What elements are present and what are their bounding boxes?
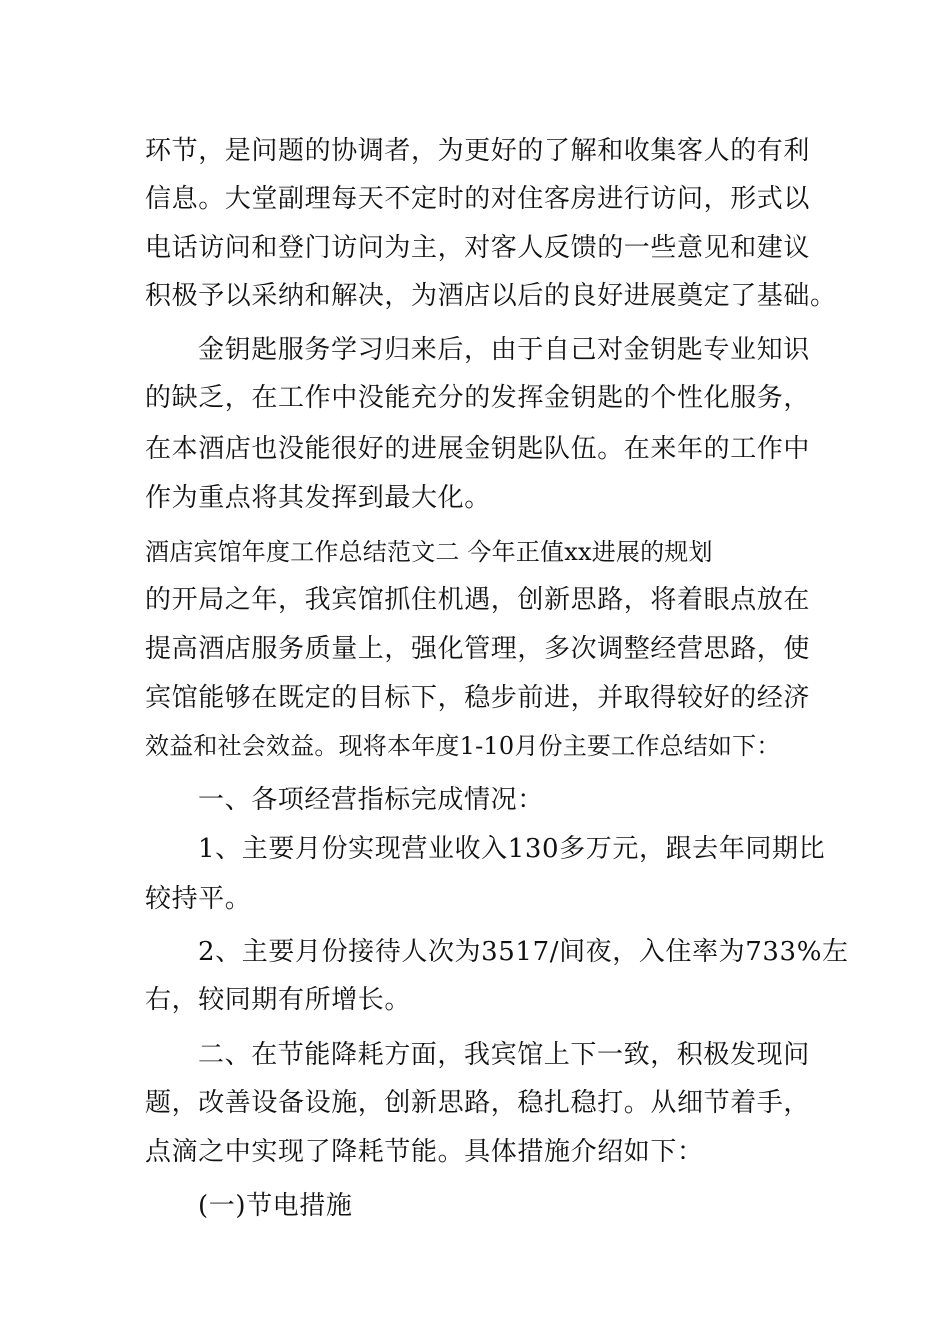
text-line-1: 环节，是问题的协调者，为更好的了解和收集客人的有利 <box>145 136 811 166</box>
list-heading-1: 一、各项经营指标完成情况： <box>198 785 544 815</box>
text-line-2: 信息。大堂副理每天不定时的对住客房进行访问，形式以 <box>145 184 811 214</box>
list-heading-2-line-3: 点滴之中实现了降耗节能。具体措施介绍如下： <box>145 1137 704 1167</box>
list-item-2-line-1: 2、主要月份接待人次为3517/间夜，入住率为733%左 <box>198 937 849 967</box>
text-line-7: 在本酒店也没能很好的进展金钥匙队伍。在来年的工作中 <box>145 434 811 464</box>
list-item-1-line-2: 较持平。 <box>145 884 252 914</box>
text-line-13: 效益和社会效益。现将本年度1-10月份主要工作总结如下： <box>145 732 781 760</box>
text-line-10: 的开局之年，我宾馆抓住机遇，创新思路，将着眼点放在 <box>145 585 811 615</box>
list-heading-2-line-1: 二、在节能降耗方面，我宾馆上下一致，积极发现问 <box>198 1040 810 1070</box>
text-line-3: 电话访问和登门访问为主，对客人反馈的一些意见和建议 <box>145 233 811 263</box>
text-line-12: 宾馆能够在既定的目标下，稳步前进，并取得较好的经济 <box>145 683 811 713</box>
section-title-line: 酒店宾馆年度工作总结范文二 今年正值xx进展的规划 <box>145 538 713 566</box>
paragraph-indent-line-1: 金钥匙服务学习归来后，由于自己对金钥匙专业知识 <box>198 335 810 365</box>
list-item-1-line-1: 1、主要月份实现营业收入130多万元，跟去年同期比 <box>198 834 826 864</box>
text-line-4: 积极予以采纳和解决，为酒店以后的良好进展奠定了基础。 <box>145 281 837 311</box>
list-heading-2-line-2: 题，改善设备设施，创新思路，稳扎稳打。从细节着手， <box>145 1088 811 1118</box>
list-item-2-line-2: 右，较同期有所增长。 <box>145 985 412 1015</box>
text-line-8: 作为重点将其发挥到最大化。 <box>145 483 491 513</box>
subheading-electricity: (一)节电措施 <box>198 1191 353 1221</box>
text-line-11: 提高酒店服务质量上，强化管理，多次调整经营思路，使 <box>145 634 811 664</box>
text-line-6: 的缺乏，在工作中没能充分的发挥金钥匙的个性化服务， <box>145 383 811 413</box>
